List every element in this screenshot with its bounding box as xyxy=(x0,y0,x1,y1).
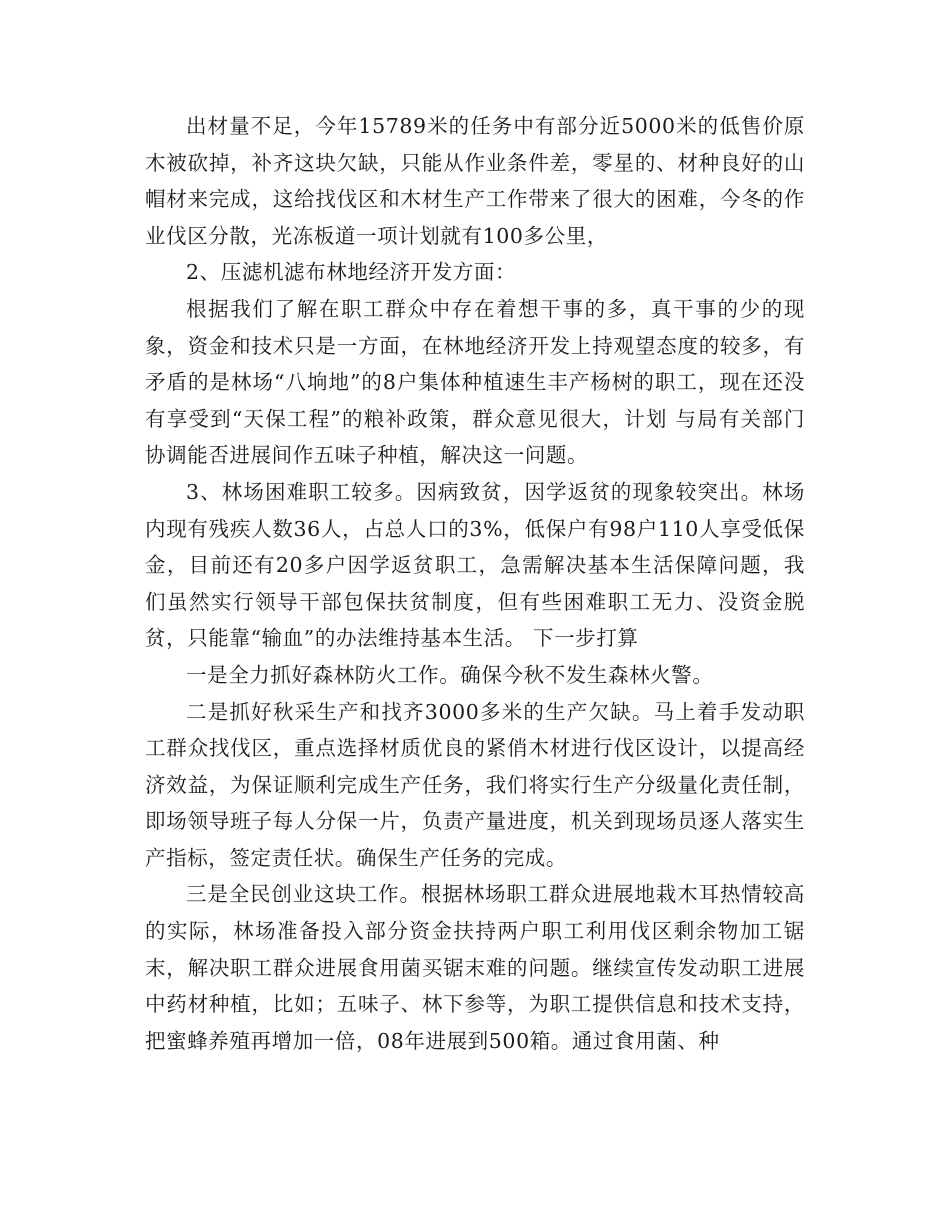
paragraph-heading-forest-economy: 2、压滤机滤布林地经济开发方面： xyxy=(186,260,517,285)
paragraph-timber-shortfall: 出材量不足，今年15789米的任务中有部分近5000米的低售价原木被砍掉，补齐这块欠缺，只能从作业条件差，零星的、材种良好的山帽材来完成，这给找伐区和木材生产工作带来了很大的困难，今冬的作业伐区分散，光冻板道一项计划就有100多公里， xyxy=(145,114,805,248)
paragraph-plan-autumn-production: 二是抓好秋采生产和找齐3000多米的生产欠缺。马上着手发动职工群众找伐区，重点选择材质优良的紧俏木材进行伐区设计，以提高经济效益，为保证顺利完成生产任务，我们将实行生产分级量化责任制，即场领导班子每人分保一片，负责产量进度，机关到现场员逐人落实生产指标，签定责任状。确保生产任务的完成。 xyxy=(145,699,805,870)
document-body xyxy=(145,108,805,1059)
paragraph-plan-fire-prevention: 一是全力抓好森林防火工作。确保今秋不发生森林火警。 xyxy=(186,662,714,687)
paragraph-plan-entrepreneurship: 三是全民创业这块工作。根据林场职工群众进展地栽木耳热情较高的实际，林场准备投入部分资金扶持两户职工利用伐区剩余物加工锯末，解决职工群众进展食用菌买锯末难的问题。继续宣传发动职工进展中药材种植，比如；五味子、林下参等，为职工提供信息和技术支持，把蜜蜂养殖再增加一倍，08年进展到500箱。通过食用菌、种 xyxy=(145,882,805,1053)
paragraph-forest-economy: 根据我们了解在职工群众中存在着想干事的多，真干事的少的现象，资金和技术只是一方面，在林地经济开发上持观望态度的较多，有矛盾的是林场“八垧地”的8户集体种植速生丰产杨树的职工，现在还没有享受到“天保工程”的粮补政策，群众意见很大，计划 与局有关部门协调能否进展间作五味子种植，解决这一问题。 xyxy=(145,296,805,468)
paragraph-poverty-workers: 3、林场困难职工较多。因病致贫，因学返贫的现象较突出。林场内现有残疾人数36人，占总人口的3%，低保户有98户110人享受低保金，目前还有20多户因学返贫职工，急需解决基本生活保障问题，我们虽然实行领导干部包保扶贫制度，但有些困难职工无力、没资金脱贫，只能靠“输血”的办法维持基本生活。 下一步打算 xyxy=(145,479,805,651)
